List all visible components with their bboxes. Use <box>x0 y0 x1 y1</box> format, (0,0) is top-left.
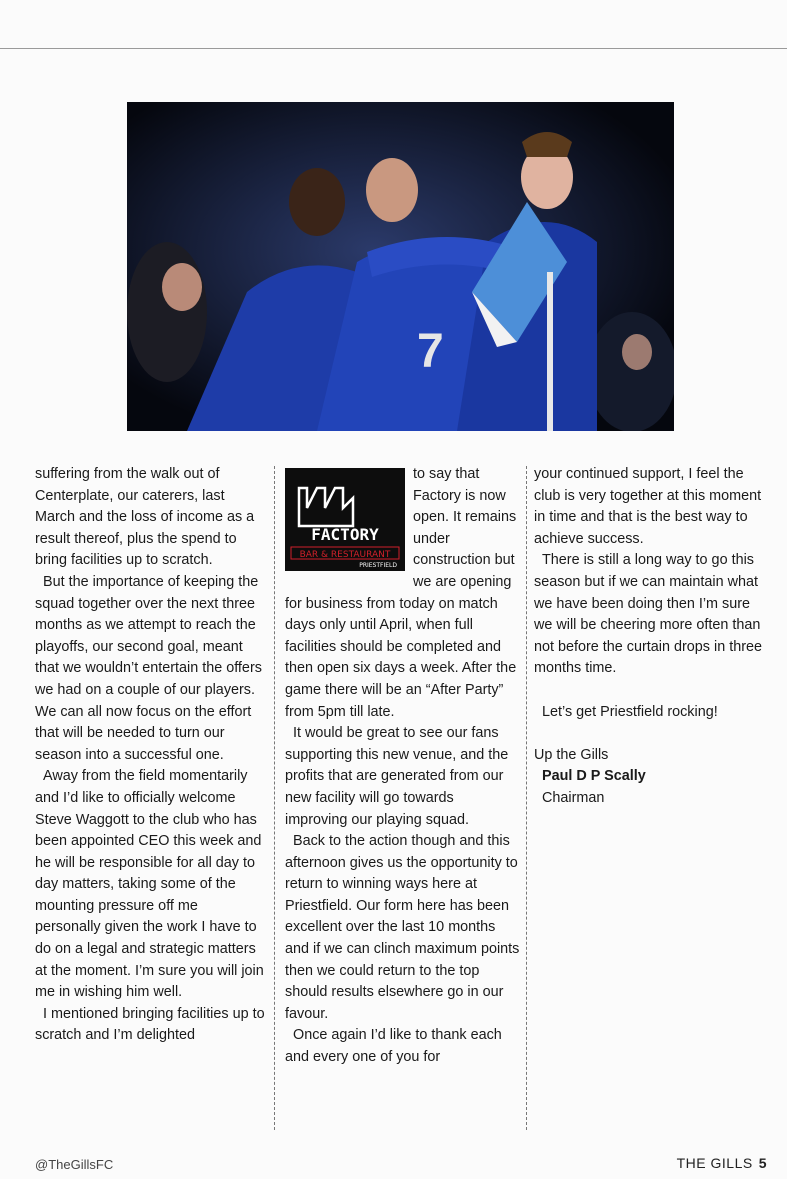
top-rule <box>0 48 787 49</box>
twitter-handle: @TheGillsFC <box>35 1157 114 1172</box>
factory-logo <box>285 468 407 571</box>
article-column-2 <box>285 464 520 1069</box>
logo-title: FACTORY <box>311 525 379 544</box>
paragraph: your continued support, I feel the club is very together at this moment in time and that is the best way to achieve success. <box>534 466 762 547</box>
article-column-3 <box>534 464 764 810</box>
paragraph: Away from the field momentarily and I’d like to officially welcome Steve Waggott to the club who has been appointed CEO this week and he will be responsible for all day to day matters, taking some of the mounting pressure off me personally given the work I have to do on a legal and strategic matters at the moment. I’m sure you will join me in wishing him well. <box>35 768 264 1001</box>
paragraph: I mentioned bringing facilities up to scratch and I’m delighted <box>35 1005 265 1044</box>
celebration-photo <box>127 102 674 431</box>
article-column-1 <box>35 464 267 1047</box>
page-footer <box>677 1155 767 1171</box>
page-number: 5 <box>758 1155 767 1171</box>
logo-subtitle: BAR & RESTAURANT <box>299 550 391 560</box>
signature-name: Paul D P Scally <box>542 768 646 785</box>
paragraph: Back to the action though and this afternoon gives us the opportunity to return to winning ways here at Priestfield. Our form here has been excellent over the last 10 months and if we can clinch maximum points then we could return to the top should results elsewhere go in our favour. <box>285 833 520 1022</box>
closing-line: Let’s get Priestfield rocking! <box>542 703 718 720</box>
signature-title: Chairman <box>542 789 605 806</box>
signoff: Up the Gills <box>534 746 609 763</box>
column-divider <box>274 466 275 1130</box>
paragraph: to say that Factory is now open. It remains under construction but we are opening for business from today on match days only until April, when full facilities should be completed and then open six days a week. After the game there will be an “After Party” from 5pm till late. <box>285 466 517 720</box>
column-divider <box>526 466 527 1130</box>
logo-venue: PRIESTFIELD <box>359 562 397 569</box>
publication-name: THE GILLS <box>676 1155 753 1171</box>
paragraph: But the importance of keeping the squad together over the next three months as we attempt to reach the playoffs, our second goal, meant that we wouldn’t entertain the offers we had on a couple of our players. We can all now focus on the effort that will be needed to turn our season into a successful one. <box>35 573 262 763</box>
paragraph: suffering from the walk out of Centerplate, our caterers, last March and the loss of income as a result thereof, plus the spend to bring facilities up to scratch. <box>35 466 255 569</box>
paragraph: It would be great to see our fans supporting this new venue, and the profits that are generated from our new facility will go towards improving our playing squad. <box>285 725 509 828</box>
paragraph: Once again I’d like to thank each and every one of you for <box>285 1027 502 1066</box>
svg-text:7: 7 <box>417 325 444 378</box>
paragraph: There is still a long way to go this season but if we can maintain what we have been doing then I’m sure we will be cheering more often than not before the curtain drops in three months time. <box>534 552 762 677</box>
